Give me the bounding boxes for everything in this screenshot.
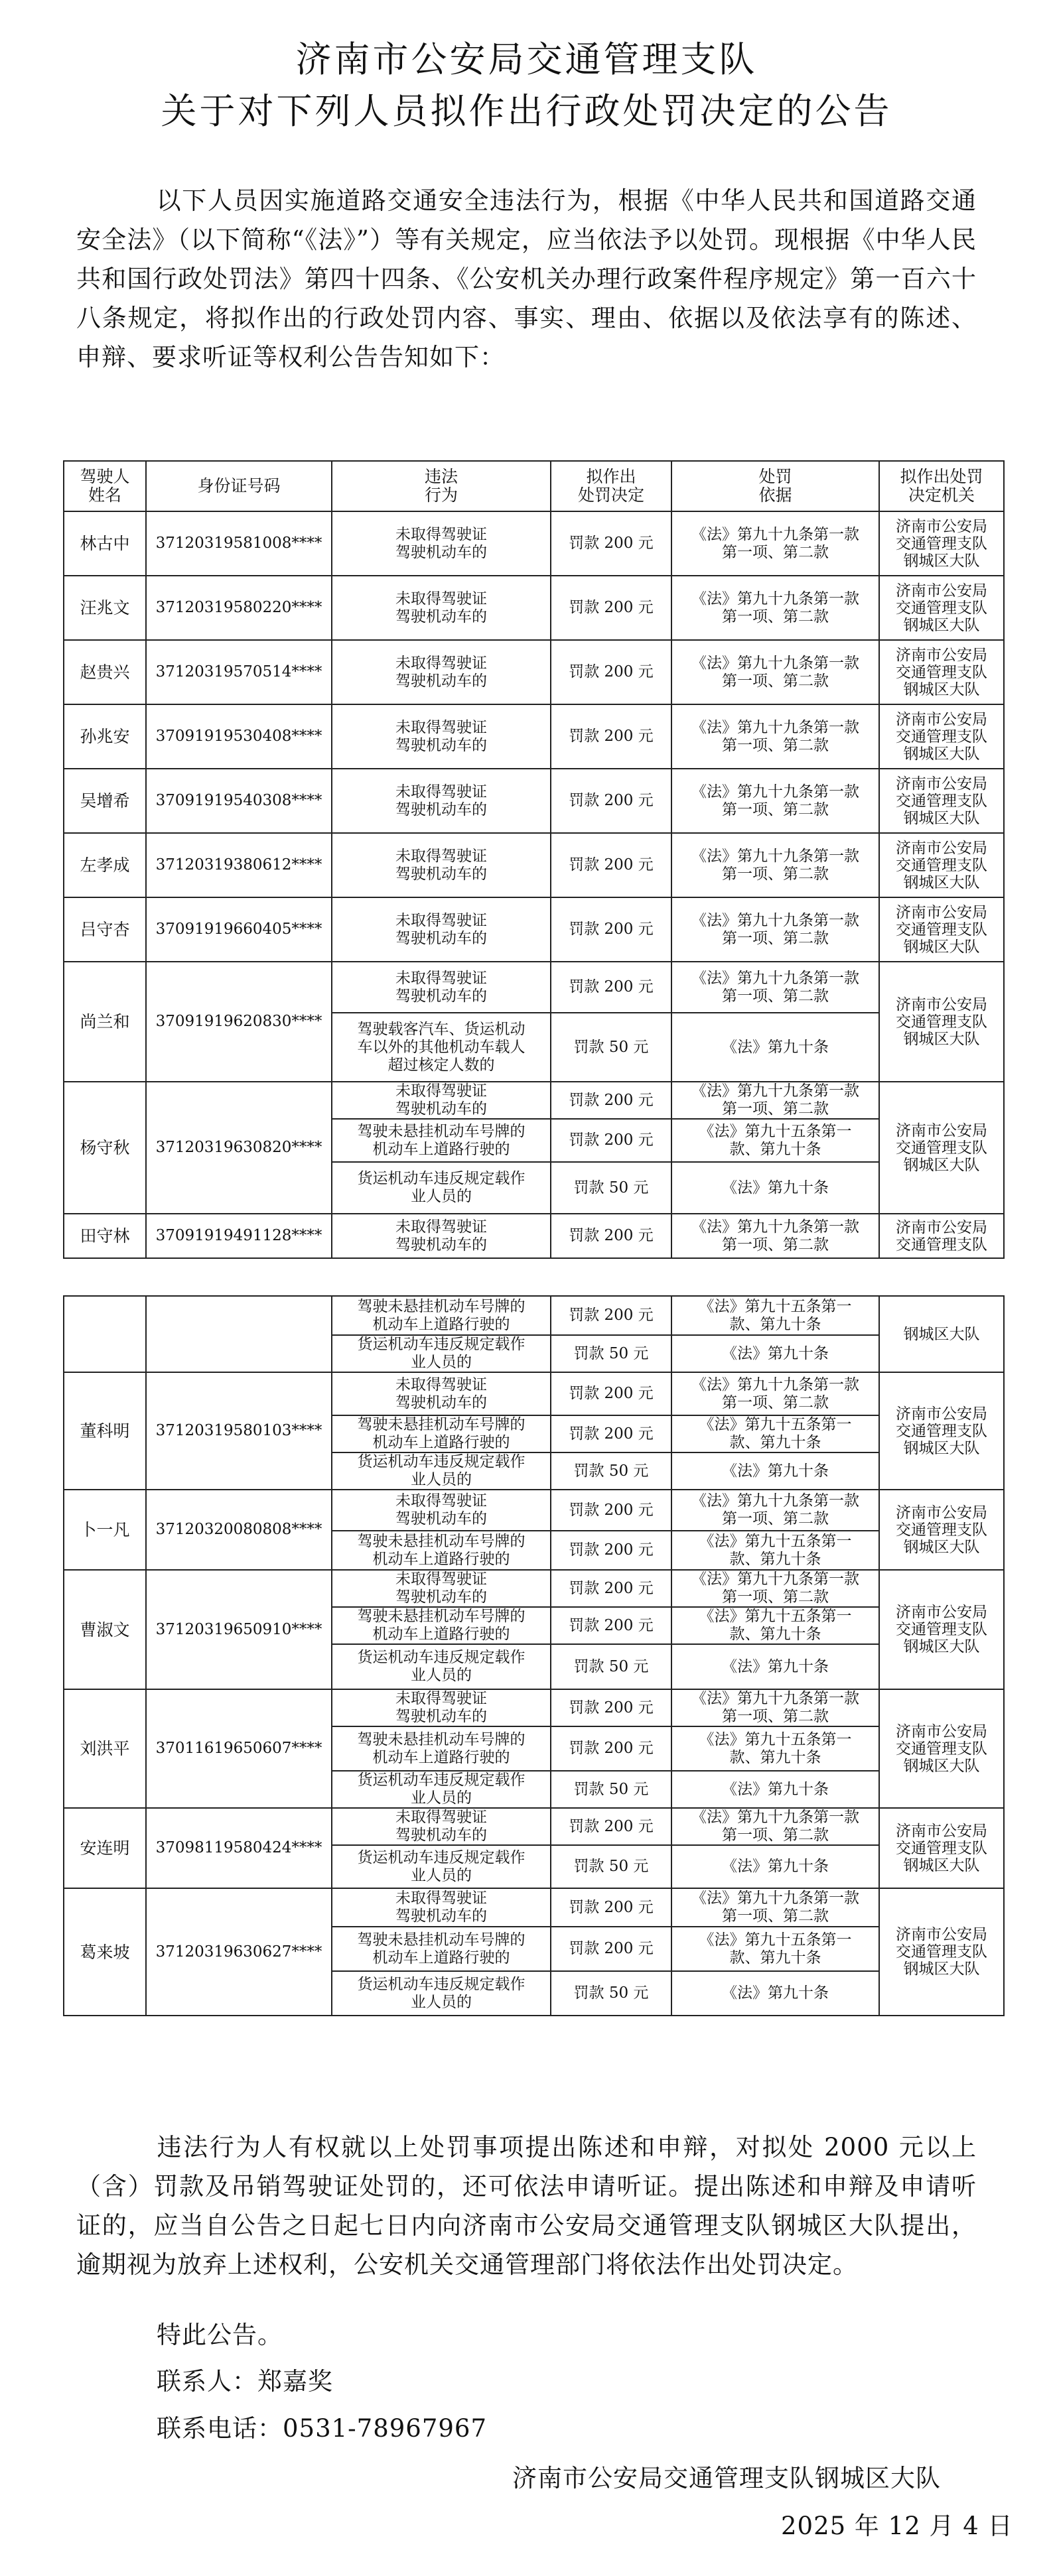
- header-org: 拟作出处罚 决定机关: [879, 461, 1004, 511]
- violation-act: 货运机动车违反规定载作 业人员的: [332, 1162, 551, 1214]
- violation-act: 未取得驾驶证 驾驶机动车的: [332, 833, 551, 897]
- penalty-decision: 罚款 200 元: [551, 1726, 671, 1771]
- driver-name: 吴增希: [64, 769, 146, 833]
- id-number: 37098119580424****: [146, 1808, 332, 1888]
- contact-phone: 联系电话：0531-78967967: [157, 2414, 487, 2443]
- penalty-authority: 济南市公安局 交通管理支队 钢城区大队: [879, 1570, 1004, 1689]
- table-row: [64, 1808, 1004, 1845]
- table-row: [64, 962, 1004, 1013]
- notice-title-line2: 关于对下列人员拟作出行政处罚决定的公告: [161, 90, 892, 132]
- table-row: [64, 1372, 1004, 1415]
- table-row: [64, 511, 1004, 576]
- penalty-decision: 罚款 200 元: [551, 576, 671, 640]
- penalty-table-page1: [63, 460, 1005, 1259]
- legal-basis: 《法》第九十五条第一 款、第九十条: [671, 1415, 879, 1452]
- intro-text: 以下人员因实施道路交通安全违法行为，根据《中华人民共和国道路交通安全法》（以下简称“《法》”）等有关规定，应当依法予以处罚。现根据《中华人民共和国行政处罚法》第四十四条、《公安机关办理行政案件程序规定》第一百六十八条规定，将拟作出的行政处罚内容、事实、理由、依据以及依法享有的陈述、申辩、要求听证等权利公告告知如下：: [76, 186, 977, 371]
- penalty-authority: 济南市公安局 交通管理支队 钢城区大队: [879, 576, 1004, 640]
- legal-basis: 《法》第九十九条第一款 第一项、第二款: [671, 576, 879, 640]
- penalty-decision: 罚款 50 元: [551, 1845, 671, 1888]
- violation-act: 驾驶未悬挂机动车号牌的 机动车上道路行驶的: [332, 1607, 551, 1644]
- legal-basis: 《法》第九十条: [671, 1452, 879, 1490]
- table-row: [64, 1570, 1004, 1607]
- violation-act: 货运机动车违反规定载作 业人员的: [332, 1771, 551, 1808]
- driver-name: 杨守秋: [64, 1082, 146, 1214]
- penalty-authority: 济南市公安局 交通管理支队: [879, 1214, 1004, 1258]
- penalty-decision: 罚款 200 元: [551, 1490, 671, 1531]
- violation-act: 货运机动车违反规定载作 业人员的: [332, 1335, 551, 1372]
- table-header-row: [64, 461, 1004, 511]
- penalty-decision: 罚款 200 元: [551, 1808, 671, 1845]
- violation-act: 驾驶载客汽车、货运机动 车以外的其他机动车载人 超过核定人数的: [332, 1013, 551, 1082]
- penalty-decision: 罚款 50 元: [551, 1644, 671, 1689]
- penalty-decision: 罚款 200 元: [551, 1607, 671, 1644]
- penalty-authority: 济南市公安局 交通管理支队 钢城区大队: [879, 1808, 1004, 1888]
- penalty-table-page2: [63, 1295, 1005, 2016]
- table-row: [64, 1689, 1004, 1726]
- legal-basis: 《法》第九十条: [671, 1845, 879, 1888]
- id-number: 37120319570514****: [146, 640, 332, 704]
- violation-act: 未取得驾驶证 驾驶机动车的: [332, 897, 551, 962]
- penalty-decision: 罚款 200 元: [551, 1082, 671, 1119]
- legal-basis: 《法》第九十九条第一款 第一项、第二款: [671, 1372, 879, 1415]
- penalty-decision: 罚款 200 元: [551, 1927, 671, 1971]
- legal-basis: 《法》第九十五条第一 款、第九十条: [671, 1119, 879, 1162]
- id-number: 37091919620830****: [146, 962, 332, 1082]
- violation-act: 未取得驾驶证 驾驶机动车的: [332, 1082, 551, 1119]
- contact-person: 联系人：郑嘉奖: [157, 2367, 333, 2396]
- penalty-decision: 罚款 50 元: [551, 1335, 671, 1372]
- penalty-decision: 罚款 200 元: [551, 1415, 671, 1452]
- table-row: [64, 1082, 1004, 1119]
- legal-basis: 《法》第九十九条第一款 第一项、第二款: [671, 833, 879, 897]
- legal-basis: 《法》第九十条: [671, 1335, 879, 1372]
- table-row: [64, 576, 1004, 640]
- violation-act: 货运机动车违反规定载作 业人员的: [332, 1452, 551, 1490]
- intro-paragraph: [76, 181, 977, 377]
- table-row: [64, 704, 1004, 769]
- penalty-decision: 罚款 50 元: [551, 1452, 671, 1490]
- driver-name: 左孝成: [64, 833, 146, 897]
- penalty-authority: 济南市公安局 交通管理支队 钢城区大队: [879, 1888, 1004, 2016]
- violation-act: 未取得驾驶证 驾驶机动车的: [332, 576, 551, 640]
- penalty-decision: 罚款 200 元: [551, 511, 671, 576]
- id-number: 37120319580103****: [146, 1372, 332, 1490]
- signer-org: 济南市公安局交通管理支队钢城区大队: [512, 2464, 941, 2492]
- violation-act: 驾驶未悬挂机动车号牌的 机动车上道路行驶的: [332, 1119, 551, 1162]
- id-number: 37091919491128****: [146, 1214, 332, 1258]
- violation-act: 未取得驾驶证 驾驶机动车的: [332, 1490, 551, 1531]
- notice-date: 2025 年 12 月 4 日: [781, 2512, 1013, 2540]
- id-number: 37091919660405****: [146, 897, 332, 962]
- violation-act: 驾驶未悬挂机动车号牌的 机动车上道路行驶的: [332, 1927, 551, 1971]
- id-number: 37120319630627****: [146, 1888, 332, 2016]
- legal-basis: 《法》第九十五条第一 款、第九十条: [671, 1607, 879, 1644]
- table-row: [64, 1214, 1004, 1258]
- violation-act: 未取得驾驶证 驾驶机动车的: [332, 511, 551, 576]
- legal-basis: 《法》第九十九条第一款 第一项、第二款: [671, 1490, 879, 1531]
- driver-name: 曹淑文: [64, 1570, 146, 1689]
- penalty-decision: 罚款 200 元: [551, 1296, 671, 1335]
- table-row: [64, 833, 1004, 897]
- penalty-decision: 罚款 50 元: [551, 1013, 671, 1082]
- table-row: [64, 640, 1004, 704]
- violation-act: 驾驶未悬挂机动车号牌的 机动车上道路行驶的: [332, 1531, 551, 1570]
- violation-act: 未取得驾驶证 驾驶机动车的: [332, 1570, 551, 1607]
- legal-basis: 《法》第九十九条第一款 第一项、第二款: [671, 1808, 879, 1845]
- id-number: 37011619650607****: [146, 1689, 332, 1808]
- penalty-authority: 济南市公安局 交通管理支队 钢城区大队: [879, 511, 1004, 576]
- driver-name: 林古中: [64, 511, 146, 576]
- driver-name: [64, 1296, 146, 1372]
- penalty-decision: 罚款 200 元: [551, 1214, 671, 1258]
- penalty-authority: 济南市公安局 交通管理支队 钢城区大队: [879, 769, 1004, 833]
- legal-basis: 《法》第九十条: [671, 1771, 879, 1808]
- driver-name: 尚兰和: [64, 962, 146, 1082]
- penalty-authority: 济南市公安局 交通管理支队 钢城区大队: [879, 704, 1004, 769]
- header-name: 驾驶人 姓名: [64, 461, 146, 511]
- legal-basis: 《法》第九十九条第一款 第一项、第二款: [671, 769, 879, 833]
- legal-basis: 《法》第九十九条第一款 第一项、第二款: [671, 962, 879, 1013]
- penalty-authority: 钢城区大队: [879, 1296, 1004, 1372]
- legal-basis: 《法》第九十条: [671, 1162, 879, 1214]
- violation-act: 未取得驾驶证 驾驶机动车的: [332, 1372, 551, 1415]
- header-penalty: 拟作出 处罚决定: [551, 461, 671, 511]
- legal-basis: 《法》第九十条: [671, 1013, 879, 1082]
- penalty-decision: 罚款 200 元: [551, 640, 671, 704]
- legal-basis: 《法》第九十九条第一款 第一项、第二款: [671, 1888, 879, 1927]
- table-row: [64, 897, 1004, 962]
- violation-act: 未取得驾驶证 驾驶机动车的: [332, 1888, 551, 1927]
- id-number: 37120319630820****: [146, 1082, 332, 1214]
- violation-act: 未取得驾驶证 驾驶机动车的: [332, 769, 551, 833]
- legal-basis: 《法》第九十条: [671, 1644, 879, 1689]
- legal-basis: 《法》第九十条: [671, 1971, 879, 2016]
- legal-basis: 《法》第九十五条第一 款、第九十条: [671, 1927, 879, 1971]
- violation-act: 货运机动车违反规定载作 业人员的: [332, 1845, 551, 1888]
- penalty-authority: 济南市公安局 交通管理支队 钢城区大队: [879, 1082, 1004, 1214]
- driver-name: 赵贵兴: [64, 640, 146, 704]
- legal-basis: 《法》第九十五条第一 款、第九十条: [671, 1531, 879, 1570]
- penalty-authority: 济南市公安局 交通管理支队 钢城区大队: [879, 962, 1004, 1082]
- violation-act: 驾驶未悬挂机动车号牌的 机动车上道路行驶的: [332, 1726, 551, 1771]
- legal-basis: 《法》第九十九条第一款 第一项、第二款: [671, 1082, 879, 1119]
- table-row: [64, 1888, 1004, 1927]
- driver-name: 孙兆安: [64, 704, 146, 769]
- table-row: [64, 1490, 1004, 1531]
- driver-name: 田守林: [64, 1214, 146, 1258]
- id-number: [146, 1296, 332, 1372]
- legal-basis: 《法》第九十九条第一款 第一项、第二款: [671, 640, 879, 704]
- legal-basis: 《法》第九十九条第一款 第一项、第二款: [671, 1570, 879, 1607]
- outro-paragraph: [76, 2128, 977, 2284]
- id-number: 37120319650910****: [146, 1570, 332, 1689]
- legal-basis: 《法》第九十五条第一 款、第九十条: [671, 1296, 879, 1335]
- violation-act: 未取得驾驶证 驾驶机动车的: [332, 1808, 551, 1845]
- penalty-authority: 济南市公安局 交通管理支队 钢城区大队: [879, 640, 1004, 704]
- driver-name: 安连明: [64, 1808, 146, 1888]
- penalty-decision: 罚款 200 元: [551, 1689, 671, 1726]
- violation-act: 未取得驾驶证 驾驶机动车的: [332, 704, 551, 769]
- driver-name: 卜一凡: [64, 1490, 146, 1570]
- header-act: 违法 行为: [332, 461, 551, 511]
- violation-act: 未取得驾驶证 驾驶机动车的: [332, 962, 551, 1013]
- header-basis: 处罚 依据: [671, 461, 879, 511]
- penalty-decision: 罚款 200 元: [551, 897, 671, 962]
- penalty-decision: 罚款 200 元: [551, 1531, 671, 1570]
- id-number: 37091919530408****: [146, 704, 332, 769]
- violation-act: 未取得驾驶证 驾驶机动车的: [332, 1689, 551, 1726]
- penalty-decision: 罚款 50 元: [551, 1771, 671, 1808]
- violation-act: 未取得驾驶证 驾驶机动车的: [332, 1214, 551, 1258]
- penalty-decision: 罚款 50 元: [551, 1162, 671, 1214]
- special-notice: 特此公告。: [157, 2321, 283, 2349]
- penalty-decision: 罚款 200 元: [551, 1888, 671, 1927]
- penalty-decision: 罚款 200 元: [551, 833, 671, 897]
- penalty-authority: 济南市公安局 交通管理支队 钢城区大队: [879, 1689, 1004, 1808]
- table-row: [64, 1296, 1004, 1335]
- legal-basis: 《法》第九十九条第一款 第一项、第二款: [671, 1689, 879, 1726]
- violation-act: 驾驶未悬挂机动车号牌的 机动车上道路行驶的: [332, 1415, 551, 1452]
- penalty-decision: 罚款 200 元: [551, 769, 671, 833]
- outro-text: 违法行为人有权就以上处罚事项提出陈述和申辩，对拟处 2000 元以上（含）罚款及吊销驾驶证处罚的，还可依法申请听证。提出陈述和申辩及申请听证的，应当自公告之日起七日内向济南市公安局交通管理支队钢城区大队提出，逾期视为放弃上述权利，公安机关交通管理部门将依法作出处罚决定。: [76, 2133, 977, 2279]
- legal-basis: 《法》第九十九条第一款 第一项、第二款: [671, 511, 879, 576]
- driver-name: 刘洪平: [64, 1689, 146, 1808]
- legal-basis: 《法》第九十九条第一款 第一项、第二款: [671, 704, 879, 769]
- table-row: [64, 769, 1004, 833]
- violation-act: 货运机动车违反规定载作 业人员的: [332, 1644, 551, 1689]
- violation-act: 货运机动车违反规定载作 业人员的: [332, 1971, 551, 2016]
- legal-basis: 《法》第九十九条第一款 第一项、第二款: [671, 897, 879, 962]
- penalty-decision: 罚款 200 元: [551, 962, 671, 1013]
- id-number: 37120319380612****: [146, 833, 332, 897]
- violation-act: 驾驶未悬挂机动车号牌的 机动车上道路行驶的: [332, 1296, 551, 1335]
- penalty-decision: 罚款 200 元: [551, 1372, 671, 1415]
- driver-name: 汪兆文: [64, 576, 146, 640]
- id-number: 37120319581008****: [146, 511, 332, 576]
- penalty-authority: 济南市公安局 交通管理支队 钢城区大队: [879, 1490, 1004, 1570]
- penalty-decision: 罚款 200 元: [551, 704, 671, 769]
- penalty-authority: 济南市公安局 交通管理支队 钢城区大队: [879, 897, 1004, 962]
- penalty-decision: 罚款 200 元: [551, 1119, 671, 1162]
- header-id: 身份证号码: [146, 461, 332, 511]
- id-number: 37120319580220****: [146, 576, 332, 640]
- penalty-decision: 罚款 50 元: [551, 1971, 671, 2016]
- driver-name: 吕守杏: [64, 897, 146, 962]
- id-number: 37091919540308****: [146, 769, 332, 833]
- id-number: 37120320080808****: [146, 1490, 332, 1570]
- driver-name: 董科明: [64, 1372, 146, 1490]
- driver-name: 葛来坡: [64, 1888, 146, 2016]
- penalty-decision: 罚款 200 元: [551, 1570, 671, 1607]
- legal-basis: 《法》第九十九条第一款 第一项、第二款: [671, 1214, 879, 1258]
- notice-title-line1: 济南市公安局交通管理支队: [295, 38, 758, 80]
- penalty-authority: 济南市公安局 交通管理支队 钢城区大队: [879, 833, 1004, 897]
- penalty-authority: 济南市公安局 交通管理支队 钢城区大队: [879, 1372, 1004, 1490]
- legal-basis: 《法》第九十五条第一 款、第九十条: [671, 1726, 879, 1771]
- violation-act: 未取得驾驶证 驾驶机动车的: [332, 640, 551, 704]
